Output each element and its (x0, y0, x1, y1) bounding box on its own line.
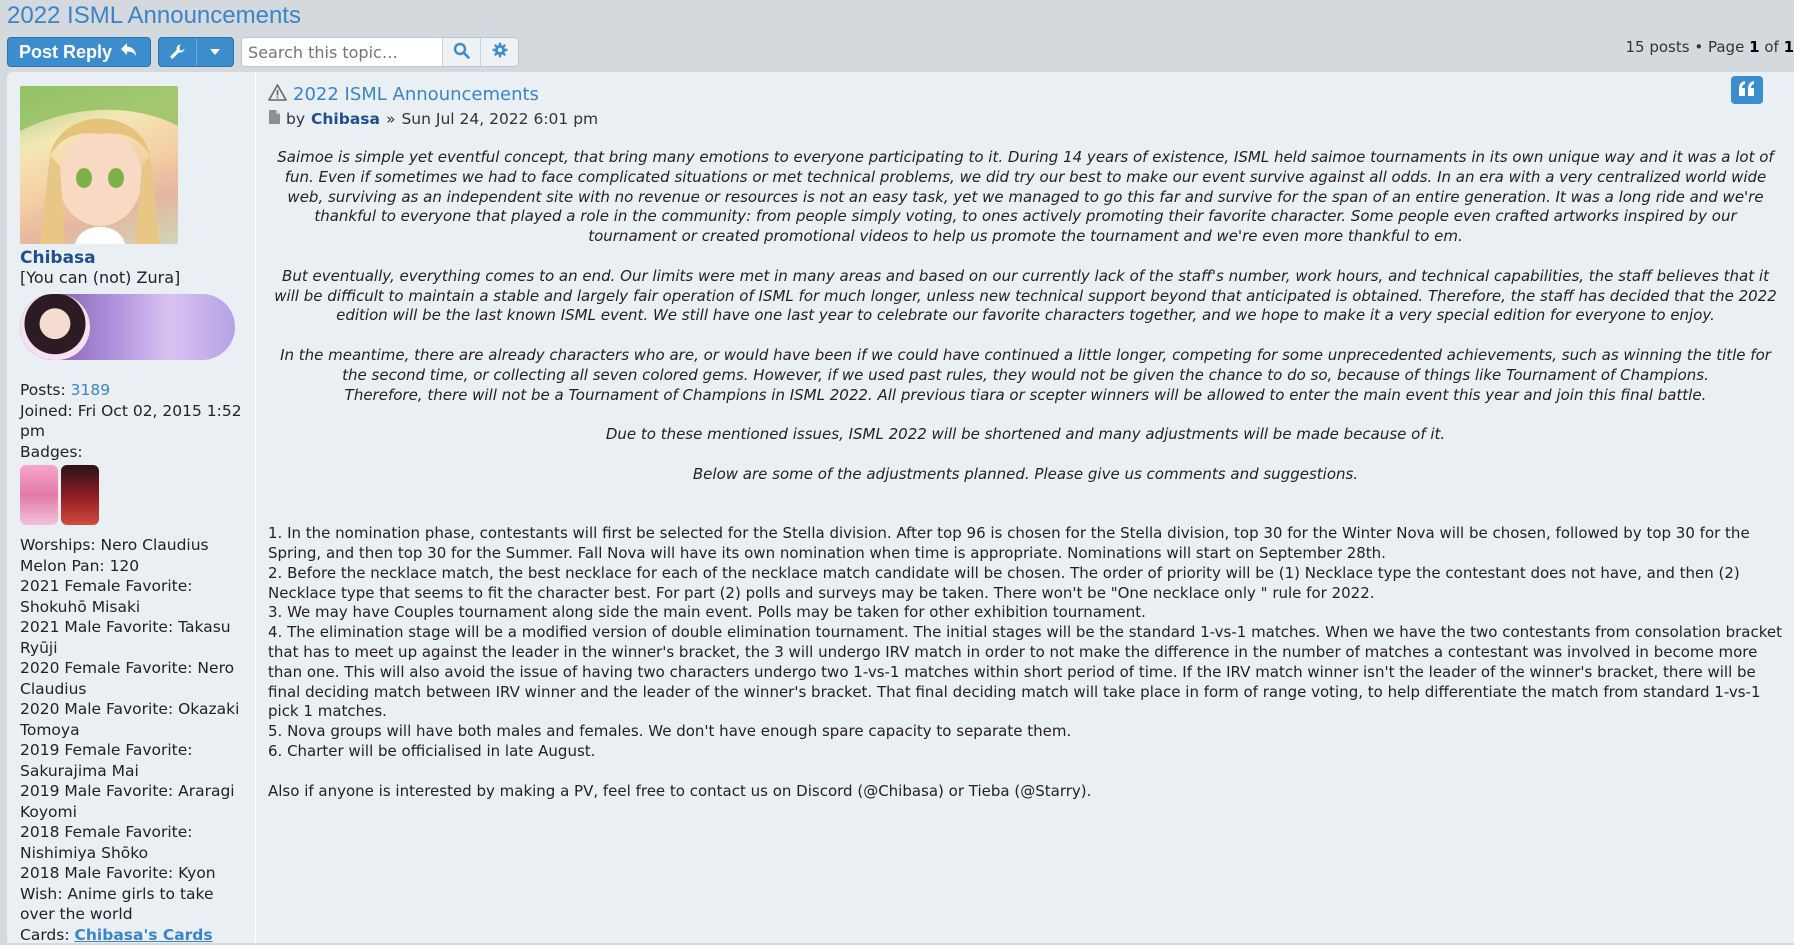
topic-title[interactable]: 2022 ISML Announcements (7, 0, 301, 32)
profile-field: 2019 Male Favorite: Araragi Koyomi (20, 781, 250, 822)
post-title (268, 84, 539, 105)
cards-row (20, 925, 250, 945)
post-paragraph: Saimoe is simple yet eventful concept, that bring many emotions to everyone participating to it. During 14 years of existence, ISML held saimoe tournaments in its own unique way and it was a lot of fun. Even if sometimes we had to face complicated situations or met technical problems, we did try our best to make our event survive against all odds. In an era with a very centralized world wide web, surviving as an independent site with no revenue or resources is not an easy task, yet we managed to go this far and survive for the span of an entire generation. It was a long ride and we're thankful to everyone that played a role in the community: from people simply voting, to ones actively promoting their favorite character. Some people even crafted artworks inspired by our tournament or created promotional videos to help us promote the tournament and we're even more thankful to em. (268, 148, 1783, 247)
post-paragraph: Therefore, there will not be a Tournament of Champions in ISML 2022. All previous tiara or scepter winners will be allowed to enter the main event this year and join this final battle. (268, 386, 1783, 406)
post-title-link[interactable]: 2022 ISML Announcements (293, 84, 539, 105)
post-reply-button[interactable] (7, 37, 151, 67)
profile-field: 2018 Male Favorite: Kyon (20, 863, 250, 884)
page-of: of (1764, 38, 1778, 56)
search-input[interactable] (242, 38, 442, 66)
badge-image[interactable] (20, 465, 58, 525)
post-paragraph: But eventually, everything comes to an end. Our limits were met in many areas and based on our currently lack of the staff's number, work hours, and technical capabilities, the staff believes that it will be difficult to maintain a stable and largely fair operation of ISML for much longer, unless new technical support beyond that anticipated is obtained. Therefore, the staff has decided that the 2022 edition will be the last known ISML event. We still have one last year to celebrate our favorite characters together, and we hope to make it a very special edition for everyone to enjoy. (268, 267, 1783, 326)
profile-field: 2021 Female Favorite: Shokuhō Misaki (20, 576, 250, 617)
post-author-link[interactable]: Chibasa (311, 110, 380, 128)
post-reply-label: Post Reply (19, 42, 112, 63)
quote-button[interactable] (1731, 76, 1763, 104)
profile-field: 2019 Female Favorite: Sakurajima Mai (20, 740, 250, 781)
meta-separator: » (386, 110, 395, 128)
post-body (268, 72, 1788, 943)
total-pages: 1 (1784, 38, 1794, 56)
list-item: 4. The elimination stage will be a modified version of double elimination tournament. The initial stages will be the standard 1-vs-1 matches. When we have the two contestants from consolation bracket that has to meet up against the leader in the winner's bracket, the 3 will undergo IRV match in order to not make the difference in the number of matches a contestant was involved in become more than one. This will also avoid the issue of having two characters undergo two 1-vs-1 matches within short period of time. If the IRV match winner isn't the leader of the winner's bracket, there will be final deciding match between IRV winner and the leader of the winner's bracket. That final deciding match will take place in form of range voting, to help differentiate the match from standard 1-vs-1 pick 1 matches. (268, 623, 1783, 722)
gear-icon (492, 42, 508, 62)
page-word: Page (1708, 38, 1744, 56)
pagination-separator: • (1694, 38, 1703, 56)
profile-field: 2018 Female Favorite: Nishimiya Shōko (20, 822, 250, 863)
warning-icon (268, 84, 287, 105)
current-page: 1 (1749, 38, 1759, 56)
closing-paragraph: Also if anyone is interested by making a PV, feel free to contact us on Discord (@Chibasa) or Tieba (@Starry). (268, 782, 1783, 802)
posts-row (20, 380, 250, 401)
avatar[interactable] (20, 86, 178, 244)
post-paragraph: Due to these mentioned issues, ISML 2022 will be shortened and many adjustments will be made because of it. (268, 425, 1783, 445)
search-icon (453, 42, 470, 63)
by-word: by (286, 110, 305, 128)
post-paragraph: In the meantime, there are already characters who are, or would have been if we could have continued a little longer, competing for some unprecedented achievements, such as winning the title for the second time, or collecting all seven colored gems. However, if we used past rules, they would not be given the chance to do so, because of things like Tournament of Champions. (268, 346, 1783, 386)
profile-field: 2020 Male Favorite: Okazaki Tomoya (20, 699, 250, 740)
cards-link[interactable]: Chibasa's Cards (75, 926, 213, 944)
rank-image (20, 294, 235, 360)
post-paragraph: Below are some of the adjustments planned. Please give us comments and suggestions. (268, 465, 1783, 485)
wrench-icon[interactable] (159, 38, 196, 66)
post-content (268, 148, 1783, 801)
posts-count-link[interactable]: 3189 (71, 381, 110, 399)
profile-field: 2020 Female Favorite: Nero Claudius (20, 658, 250, 699)
posts-label: Posts: (20, 381, 66, 399)
badges-label: Badges: (20, 442, 250, 463)
profile-field: Worships: Nero Claudius (20, 535, 250, 556)
author-rank: [You can (not) Zura] (20, 268, 180, 287)
pagination (1625, 38, 1794, 56)
search-button[interactable] (442, 38, 480, 66)
badges (20, 465, 250, 525)
list-item: 6. Charter will be officialised in late August. (268, 742, 1783, 762)
cards-label: Cards: (20, 926, 70, 944)
profile-field: Wish: Anime girls to take over the world (20, 884, 250, 925)
rank-character-face (20, 294, 90, 360)
list-item: 5. Nova groups will have both males and females. We don't have enough spare capacity to separate them. (268, 722, 1783, 742)
advanced-search-button[interactable] (480, 38, 518, 66)
list-item: 1. In the nomination phase, contestants will first be selected for the Stella division. After top 96 is chosen for the Stella division, top 30 for the Winter Nova will be chosen, followed by top 30 for the Spring, and then top 30 for the Summer. Fall Nova will have its own nomination when time is appropriate. Nominations will start on September 28th. (268, 524, 1783, 564)
post-file-icon[interactable] (268, 110, 280, 128)
post-date: Sun Jul 24, 2022 6:01 pm (401, 110, 598, 128)
post (7, 72, 1794, 943)
badge-image[interactable] (61, 465, 99, 525)
profile-field: 2021 Male Favorite: Takasu Ryūji (20, 617, 250, 658)
list-item: 3. We may have Couples tournament along side the main event. Polls may be taken for other exhibition tournament. (268, 603, 1783, 623)
topic-search (241, 37, 519, 67)
profile-field: Melon Pan: 120 (20, 556, 250, 577)
adjustments-list (268, 524, 1783, 762)
quote-icon (1738, 81, 1756, 100)
action-bar (7, 37, 519, 67)
list-item: 2. Before the necklace match, the best necklace for each of the necklace match candidate will be chosen. The order of priority will be (1) Necklace type the contestant does not have, and then (2) Necklace type that seems to fit the character best. For part (2) polls and surveys may be taken. There won't be "One necklace only " rule for 2022. (268, 564, 1783, 604)
post-count: 15 posts (1625, 38, 1689, 56)
joined-row: Joined: Fri Oct 02, 2015 1:52 pm (20, 401, 250, 442)
topic-tools-button[interactable] (158, 37, 234, 67)
author-username[interactable]: Chibasa (20, 248, 96, 268)
profile-info (20, 380, 250, 945)
reply-icon (120, 42, 138, 63)
author-profile (7, 72, 256, 943)
post-meta (268, 110, 598, 128)
caret-down-icon[interactable] (197, 38, 234, 66)
